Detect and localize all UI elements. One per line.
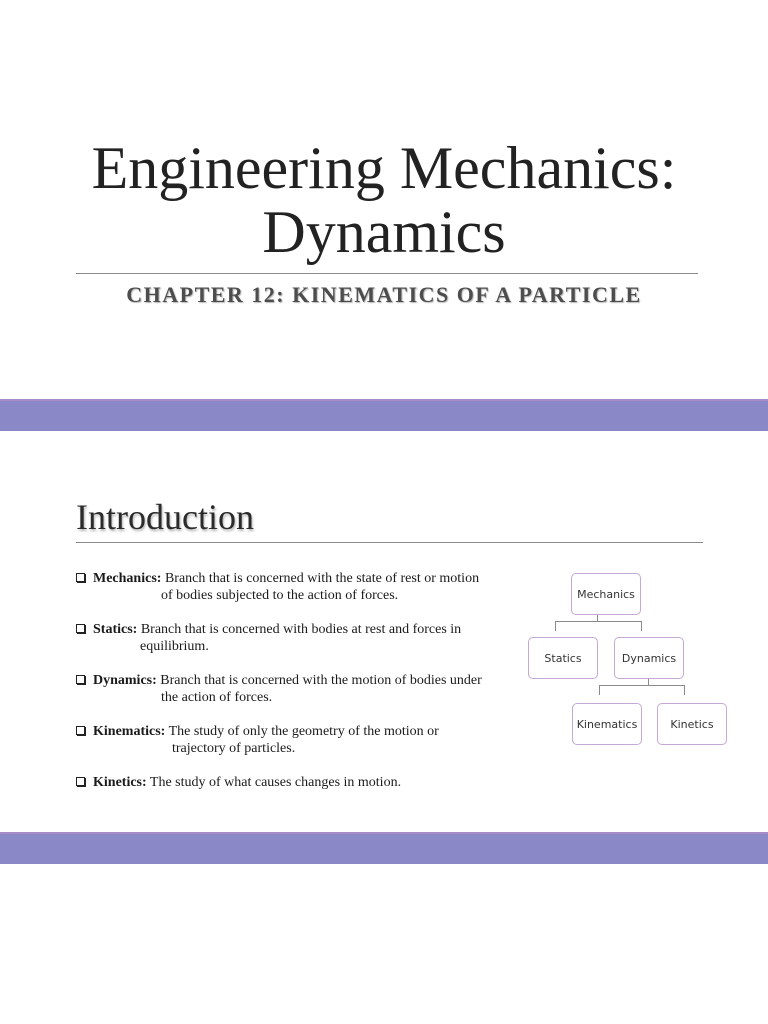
node-kinematics: Kinematics bbox=[572, 703, 642, 745]
bullet-continuation: equilibrium. bbox=[140, 639, 209, 654]
connector-line bbox=[684, 685, 685, 695]
checkbox-bullet-icon bbox=[76, 624, 85, 633]
bullet-text: Branch that is concerned with bodies at rest and forces in bbox=[137, 622, 462, 637]
title-line-1: Engineering Mechanics: bbox=[91, 135, 677, 201]
title-slide bbox=[0, 0, 768, 400]
node-mechanics: Mechanics bbox=[571, 573, 641, 615]
bullet-term: Dynamics: bbox=[93, 673, 157, 688]
node-kinetics: Kinetics bbox=[657, 703, 727, 745]
list-item bbox=[76, 774, 506, 791]
connector-line bbox=[555, 621, 556, 631]
mechanics-hierarchy-diagram bbox=[515, 565, 735, 755]
introduction-slide bbox=[0, 432, 768, 832]
slide-separator-top bbox=[0, 399, 768, 431]
checkbox-bullet-icon bbox=[76, 726, 85, 735]
node-dynamics: Dynamics bbox=[614, 637, 684, 679]
connector-line bbox=[599, 685, 685, 686]
bullet-term: Statics: bbox=[93, 622, 138, 637]
title-divider bbox=[76, 273, 698, 274]
chapter-subtitle: CHAPTER 12: KINEMATICS OF A PARTICLE bbox=[126, 282, 642, 307]
node-statics: Statics bbox=[528, 637, 598, 679]
bullet-term: Mechanics: bbox=[93, 571, 162, 586]
connector-line bbox=[641, 621, 642, 631]
bullet-term: Kinematics: bbox=[93, 724, 166, 739]
list-item bbox=[76, 672, 506, 706]
bullet-text: The study of what causes changes in motion. bbox=[146, 775, 402, 790]
bullet-continuation: the action of forces. bbox=[161, 690, 273, 705]
slide-separator-bottom bbox=[0, 832, 768, 864]
list-item bbox=[76, 570, 506, 604]
connector-line bbox=[599, 685, 600, 695]
checkbox-bullet-icon bbox=[76, 573, 85, 582]
list-item bbox=[76, 621, 506, 655]
introduction-heading: Introduction bbox=[76, 497, 254, 537]
bullet-continuation: of bodies subjected to the action of forces. bbox=[161, 588, 399, 603]
bullet-continuation: trajectory of particles. bbox=[172, 741, 296, 756]
bullet-text: Branch that is concerned with the motion of bodies under bbox=[156, 673, 482, 688]
definition-list bbox=[76, 570, 506, 808]
heading-divider bbox=[76, 542, 703, 543]
connector-line bbox=[555, 621, 641, 622]
bullet-text: The study of only the geometry of the motion or bbox=[165, 724, 439, 739]
checkbox-bullet-icon bbox=[76, 777, 85, 786]
bullet-text: Branch that is concerned with the state of rest or motion bbox=[161, 571, 480, 586]
checkbox-bullet-icon bbox=[76, 675, 85, 684]
title-line-2: Dynamics bbox=[262, 199, 506, 265]
list-item bbox=[76, 723, 506, 757]
bullet-term: Kinetics: bbox=[93, 775, 147, 790]
slide-title bbox=[0, 136, 768, 264]
